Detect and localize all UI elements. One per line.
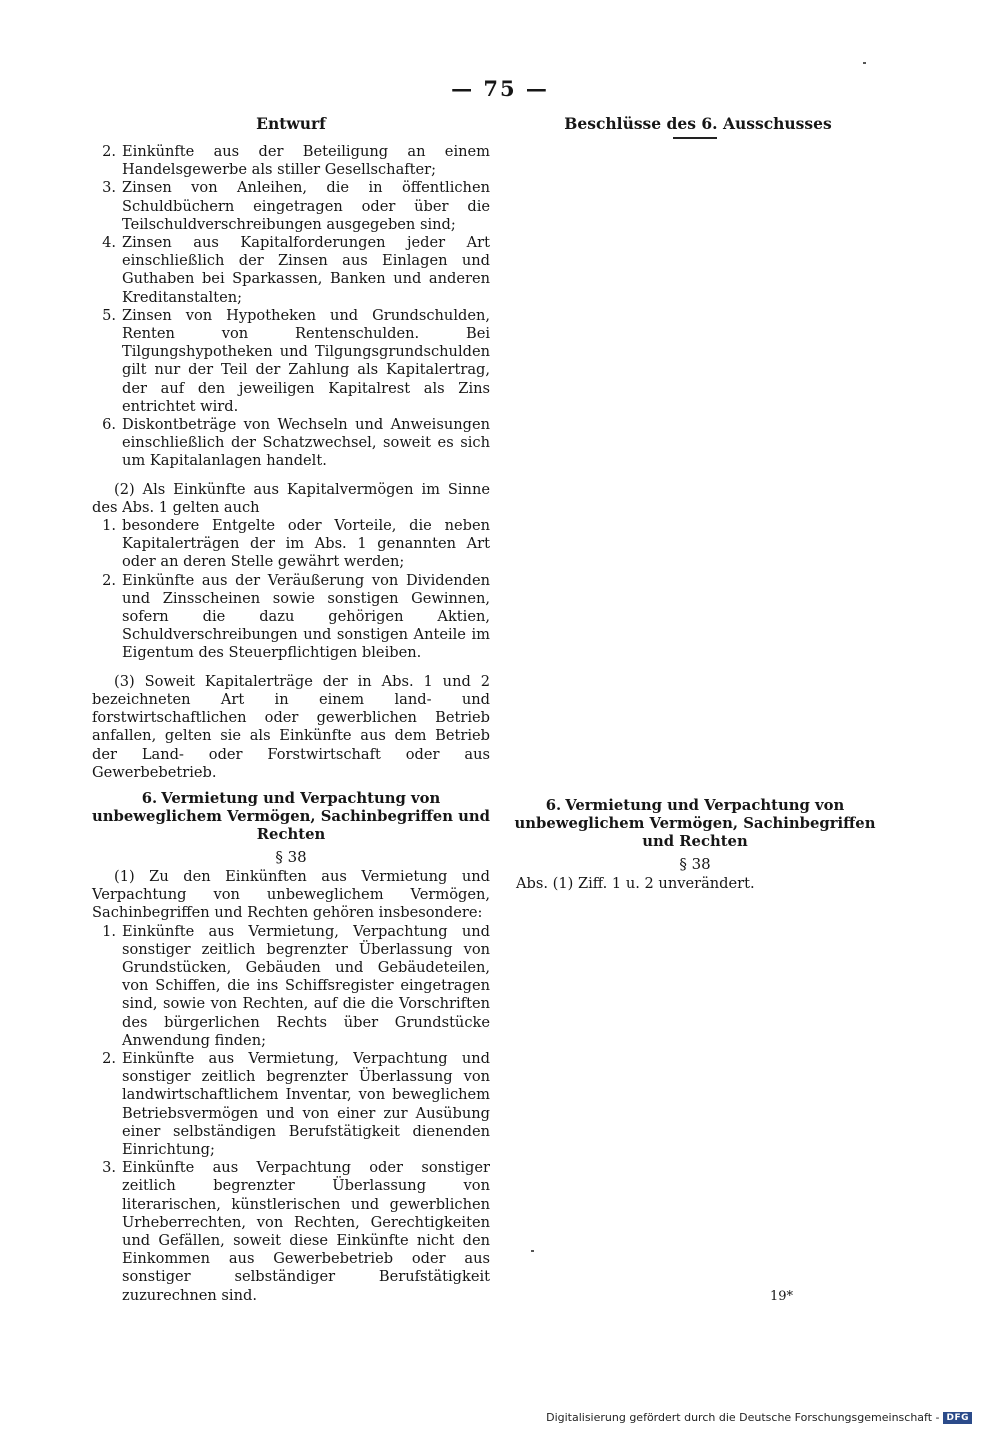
section-number: 6. [545,797,562,814]
item-text: Zinsen aus Kapitalforderungen jeder Art einschließlich der Zinsen aus Einlagen und Guthaben bei Sparkassen, Banken und anderen Kreditanstalten; [122,234,490,306]
section-intro: (1) Zu den Einkünften aus Vermietung und Verpachtung von unbeweglichem Vermögen, Sachinbegriffen und Rechten gehören insbesondere: [92,868,490,922]
section-title [92,790,490,844]
list-item [98,1159,490,1305]
list-item [98,143,490,179]
folio-mark: 19* [770,1289,794,1304]
item-number: 1. [102,517,116,535]
left-section-6 [92,790,490,1305]
right-column-heading: Beschlüsse des 6. Ausschusses [564,114,832,133]
item-number: 6. [102,416,116,434]
heading-rule [673,137,717,139]
item-number: 3. [102,179,116,197]
section-title-text: Vermietung und Verpachtung von unbeweglichem Vermögen, Sachinbegriffen und Rechten [514,797,876,850]
speck [531,1250,534,1252]
section-number: 6. [141,790,158,807]
list-item [98,517,490,572]
left-column [92,114,490,782]
paragraph-2-intro: (2) Als Einkünfte aus Kapitalvermögen im Sinne des Abs. 1 gelten auch [92,480,490,516]
right-section-6 [500,797,890,892]
footer-text: Digitalisierung gefördert durch die Deutsche Forschungsgemeinschaft - [546,1411,940,1424]
list-item [98,572,490,663]
item-number: 4. [102,234,116,252]
item-text: Einkünfte aus Verpachtung oder sonstiger zeitlich begrenzter Überlassung von literarischen, künstlerischen und gewerblichen Urheberrechten, von Rechten, Gerechtigkeiten und Gefällen, soweit diese Einkünfte nicht den Einkommen aus Gewerbebetrieb oder aus sonstiger selbständiger Berufstätigkeit zuzurechnen sind. [122,1159,490,1304]
section-list [92,923,490,1305]
unchanged-note: Abs. (1) Ziff. 1 u. 2 unverändert. [516,875,755,892]
item-number: 1. [102,922,116,940]
paragraph-sign: § 38 [275,848,307,866]
section-title-text: Vermietung und Verpachtung von unbeweglichem Vermögen, Sachinbegriffen und Rechten [92,790,490,843]
footer [546,1411,972,1424]
item-text: Einkünfte aus Vermietung, Verpachtung und sonstiger zeitlich begrenzter Überlassung von landwirtschaftlichem Inventar, von beweglichem Betriebsvermögen und von einer zur Ausübung einer selbständigen Berufstätigkeit dienenden Einrichtung; [122,1050,490,1159]
list-item [98,416,490,471]
item-text: besondere Entgelte oder Vorteile, die neben Kapitalerträgen der im Abs. 1 genannten Art oder an deren Stelle gewährt werden; [122,517,490,571]
list-item [98,1050,490,1159]
item-text: Einkünfte aus der Beteiligung an einem Handelsgewerbe als stiller Gesellschafter; [122,143,490,179]
dfg-logo: DFG [943,1412,972,1424]
paragraph-2-list [92,517,490,663]
list-item [98,923,490,1050]
item-text: Zinsen von Hypotheken und Grundschulden, Renten von Rentenschulden. Bei Tilgungshypotheken und Tilgungsgrundschulden gilt nur der Teil der Zahlung als Kapitalertrag, der auf den jeweiligen Kapitalrest als Zins entrichtet wird. [122,306,490,415]
list-item [98,234,490,307]
continued-list [92,143,490,471]
speck [863,62,866,64]
item-text: Diskontbeträge von Wechseln und Anweisungen einschließlich der Schatzwechsel, soweit es sich um Kapitalanlagen handelt. [122,416,490,470]
right-column [500,114,890,139]
page-number: — 75 — [451,76,549,101]
item-number: 2. [102,143,116,160]
paragraph-sign: § 38 [679,855,711,873]
item-number: 2. [102,571,116,589]
section-title [500,797,890,851]
list-item [98,179,490,234]
item-text: Einkünfte aus der Veräußerung von Dividenden und Zinsscheinen sowie sonstigen Gewinnen, sofern die dazu gehörigen Aktien, Schuldverschreibungen und sonstigen Anteile im Eigentum des Steuerpflichtigen bleiben. [122,571,490,662]
list-item [98,307,490,416]
item-number: 3. [102,1159,116,1177]
item-text: Zinsen von Anleihen, die in öffentlichen Schuldbüchern eingetragen oder über die Teilschuldverschreibungen ausgegeben sind; [122,179,490,233]
item-text: Einkünfte aus Vermietung, Verpachtung und sonstiger zeitlich begrenzter Überlassung von Grundstücken, Gebäuden und Gebäudeteilen, von Schiffen, die ins Schiffsregister eingetragen sind, sowie von Rechten, auf die die Vorschriften des bürgerlichen Rechts über Grundstücke Anwendung finden; [122,922,490,1049]
left-column-heading: Entwurf [256,114,326,133]
paragraph-3: (3) Soweit Kapitalerträge der in Abs. 1 und 2 bezeichneten Art in einem land- und forstwirtschaftlichen oder gewerblichen Betrieb anfallen, gelten sie als Einkünfte aus dem Betrieb der Land- oder Forstwirtschaft oder aus Gewerbebetrieb. [92,672,490,781]
item-number: 2. [102,1050,116,1068]
item-number: 5. [102,306,116,324]
